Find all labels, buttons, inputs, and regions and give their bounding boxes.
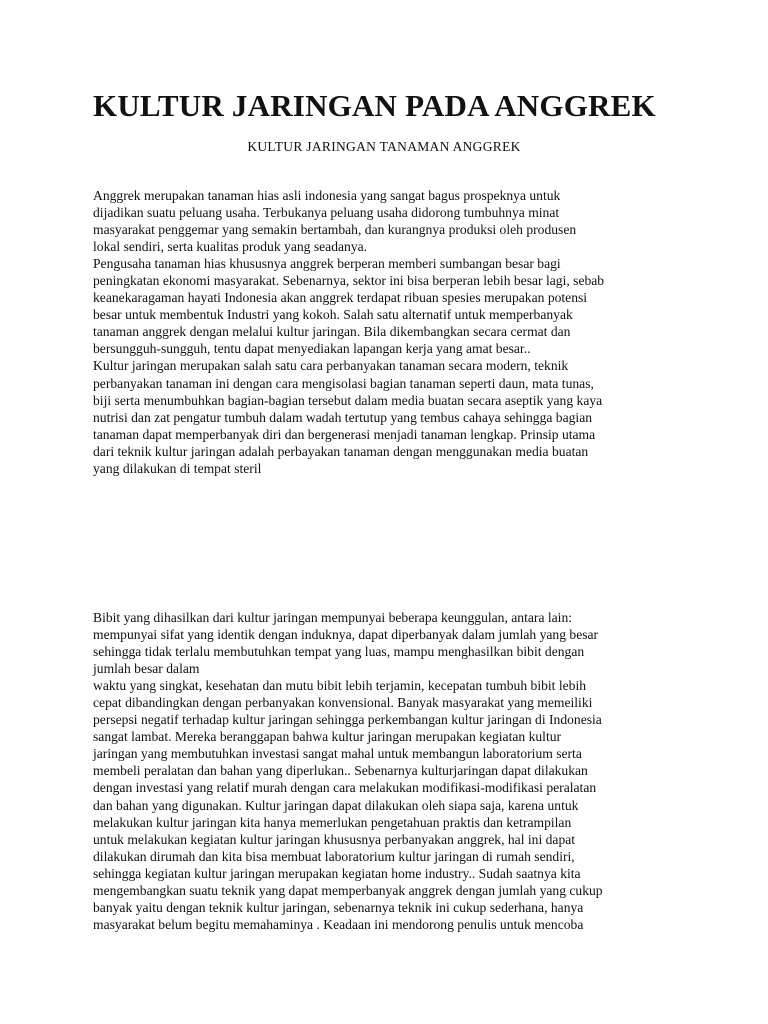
- text-line: untuk melakukan kegiatan kultur jaringan khususnya perbanyakan anggrek, hal ini dapat: [93, 831, 576, 847]
- text-line: Bibit yang dihasilkan dari kultur jaringan mempunyai beberapa keunggulan, antara lain:: [93, 610, 573, 625]
- paragraph-block-intro: [93, 187, 693, 477]
- text-line: masyarakat penggemar yang semakin bertambah, dan kurangnya produksi oleh produsen: [93, 222, 577, 238]
- document-subtitle: KULTUR JARINGAN TANAMAN ANGGREK: [247, 139, 521, 154]
- text-line: bersungguh-sungguh, tentu dapat menyediakan lapangan kerja yang amat besar..: [93, 341, 531, 357]
- text-line: melakukan kultur jaringan kita hanya memerlukan pengetahuan praktis dan ketrampilan: [93, 814, 572, 830]
- text-line: masyarakat belum begitu memahaminya . Keadaan ini mendorong penulis untuk mencoba: [93, 916, 584, 932]
- text-line: peningkatan ekonomi masyarakat. Sebenarnya, sektor ini bisa berperan lebih besar lagi, sebab: [93, 273, 605, 289]
- text-line: mengembangkan suatu teknik yang dapat memperbanyak anggrek dengan jumlah yang cukup: [93, 882, 603, 898]
- text-line: dilakukan dirumah dan kita bisa membuat laboratorium kultur jaringan di rumah sendiri,: [93, 848, 575, 864]
- text-line: cepat dibandingkan dengan perbanyakan konvensional. Banyak masyarakat yang memeiliki: [93, 695, 593, 711]
- text-line: Anggrek merupakan tanaman hias asli indonesia yang sangat bagus prospeknya untuk: [93, 188, 561, 203]
- text-line: persepsi negatif terhadap kultur jaringan sehingga perkembangan kultur jaringan di Indonesia: [93, 712, 602, 728]
- text-line: dari teknik kultur jaringan adalah perbayakan tanaman dengan menggunakan media buatan: [93, 443, 589, 459]
- text-line: jaringan yang membutuhkan investasi sangat mahal untuk membangun laboratorium serta: [93, 746, 582, 762]
- text-line: lokal sendiri, serta kualitas produk yang seadanya.: [93, 239, 368, 255]
- text-line: dijadikan suatu peluang usaha. Terbukanya peluang usaha didorong tumbuhnya minat: [93, 205, 560, 221]
- text-line: banyak yaitu dengan teknik kultur jaringan, sebenarnya teknik ini cukup sederhana, hanya: [93, 899, 584, 915]
- text-line: waktu yang singkat, kesehatan dan mutu bibit lebih terjamin, kecepatan tumbuh bibit lebih: [93, 678, 587, 694]
- text-line: yang dilakukan di tempat steril: [93, 460, 262, 476]
- text-line: membeli peralatan dan bahan yang diperlukan.. Sebenarnya kulturjaringan dapat dilakukan: [93, 763, 588, 779]
- text-line: besar untuk membentuk Industri yang kokoh. Salah satu alternatif untuk memperbanyak: [93, 307, 573, 323]
- text-line: perbanyakan tanaman ini dengan cara mengisolasi bagian tanaman seperti daun, mata tunas,: [93, 375, 594, 391]
- text-line: sangat lambat. Mereka beranggapan bahwa kultur jaringan merupakan kegiatan kultur: [93, 729, 562, 745]
- text-line: jumlah besar dalam: [93, 661, 200, 677]
- paragraph-block-advantages: [93, 609, 693, 933]
- text-line: Pengusaha tanaman hias khususnya anggrek berperan memberi sumbangan besar bagi: [93, 256, 561, 272]
- text-line: dengan investasi yang relatif murah dengan cara melakukan modifikasi-modifikasi peralatan: [93, 780, 597, 796]
- text-line: tanaman anggrek dengan melalui kultur jaringan. Bila dikembangkan secara cermat dan: [93, 324, 571, 340]
- text-line: biji serta menumbuhkan bagian-bagian tersebut dalam media buatan secara aseptik yang kaya: [93, 392, 603, 408]
- text-line: tanaman dapat memperbanyak diri dan bergenerasi menjadi tanaman lengkap. Prinsip utama: [93, 426, 596, 442]
- text-line: mempunyai sifat yang identik dengan induknya, dapat diperbanyak dalam jumlah yang besar: [93, 627, 599, 643]
- text-line: sehingga tidak terlalu membutuhkan tempat yang luas, mampu menghasilkan bibit dengan: [93, 644, 585, 660]
- text-line: keanekaragaman hayati Indonesia akan anggrek terdapat ribuan spesies merupakan potensi: [93, 290, 588, 306]
- document-title: KULTUR JARINGAN PADA ANGGREK: [93, 88, 656, 123]
- text-line: dan bahan yang digunakan. Kultur jaringan dapat dilakukan oleh siapa saja, karena untuk: [93, 797, 579, 813]
- text-line: sehingga kegiatan kultur jaringan merupakan kegiatan home industry.. Sudah saatnya kita: [93, 865, 581, 881]
- text-line: Kultur jaringan merupakan salah satu cara perbanyakan tanaman secara modern, teknik: [93, 358, 569, 374]
- text-line: nutrisi dan zat pengatur tumbuh dalam wadah tertutup yang tembus cahaya sehingga bagian: [93, 409, 593, 425]
